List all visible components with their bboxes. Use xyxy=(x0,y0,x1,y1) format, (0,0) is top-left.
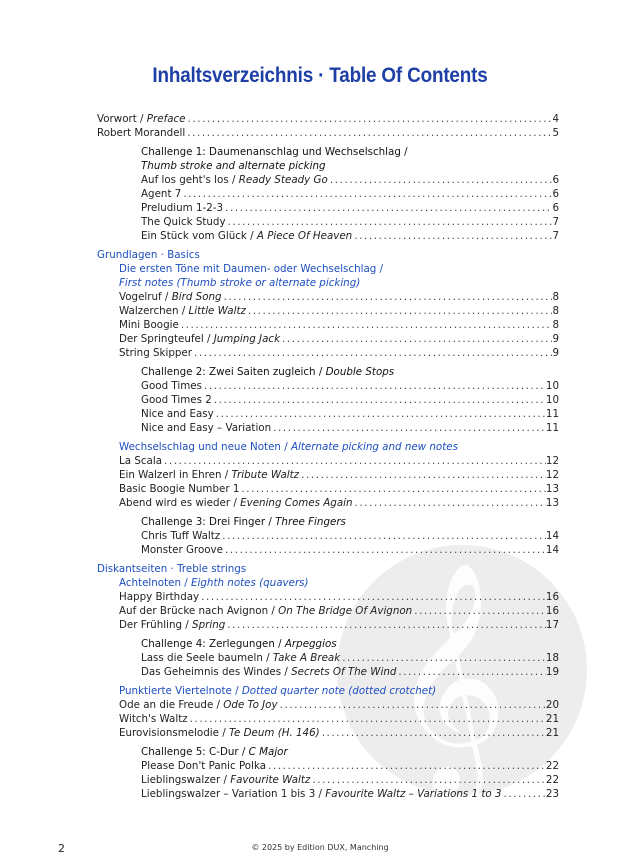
title-german: Abend wird es wieder / xyxy=(119,497,241,509)
toc-entry xyxy=(97,393,559,407)
title-german: Challenge 5: C-Dur / xyxy=(141,746,249,758)
entry-title xyxy=(119,496,353,510)
dot-leader xyxy=(220,529,546,543)
title-german: Good Times 2 xyxy=(141,394,212,406)
title-german: Happy Birthday xyxy=(119,591,200,603)
title-german: Nice and Easy – Variation xyxy=(141,422,272,434)
toc-entry xyxy=(97,201,559,215)
title-german: String Skipper xyxy=(119,347,193,359)
toc-entry xyxy=(97,229,559,243)
title-german: Challenge 1: Daumenanschlag und Wechselschlag / xyxy=(141,146,408,158)
dot-leader xyxy=(340,651,546,665)
dot-leader xyxy=(181,187,552,201)
entry-title xyxy=(141,379,202,393)
toc-entry xyxy=(97,618,559,632)
dot-leader xyxy=(223,201,552,215)
page-ref: 6 xyxy=(552,188,559,200)
page-ref: 13 xyxy=(545,497,559,509)
title-german: Auf der Brücke nach Avignon / xyxy=(119,605,279,617)
entry-title xyxy=(141,529,220,543)
toc-entry xyxy=(97,726,559,740)
page-ref: 14 xyxy=(545,544,559,556)
title-german: Der Springteufel / xyxy=(119,333,214,345)
page-ref: 14 xyxy=(545,530,559,542)
title-german: Challenge 3: Drei Finger / xyxy=(141,516,276,528)
dot-leader xyxy=(352,229,552,243)
toc-entry xyxy=(97,604,559,618)
title-german: Die ersten Töne mit Daumen- oder Wechselschlag / xyxy=(119,263,384,275)
dot-leader xyxy=(202,379,546,393)
entry-title xyxy=(119,576,309,590)
toc-entry xyxy=(97,543,559,557)
title-german: Agent 7 xyxy=(141,188,182,200)
title-german: Achtelnoten / xyxy=(119,577,192,589)
entry-title xyxy=(97,562,246,576)
dot-leader xyxy=(179,318,553,332)
title-english: Secrets Of The Wind xyxy=(291,666,397,678)
title-german: Witch's Waltz xyxy=(119,713,188,725)
title-english: Tribute Waltz xyxy=(231,469,300,481)
page-ref: 20 xyxy=(545,699,559,711)
entry-title xyxy=(119,618,225,632)
toc-entry xyxy=(97,173,559,187)
entry-title xyxy=(119,590,199,604)
title-english: Take A Break xyxy=(272,652,341,664)
dot-leader xyxy=(222,290,553,304)
title-german: Wechselschlag und neue Noten / xyxy=(119,441,291,453)
page-ref: 4 xyxy=(552,113,559,125)
title-english: Te Deum (H. 146) xyxy=(228,727,320,739)
dot-leader xyxy=(278,698,546,712)
toc-entry xyxy=(97,590,559,604)
page-ref: 7 xyxy=(552,230,559,242)
entry-title xyxy=(141,159,326,173)
entry-title xyxy=(141,515,346,529)
toc-entry xyxy=(97,665,559,679)
title-english: Arpeggios xyxy=(284,638,337,650)
title-german: Diskantseiten · Treble strings xyxy=(97,563,247,575)
title-english: Little Waltz xyxy=(188,305,246,317)
title-english: Favourite Waltz xyxy=(230,774,311,786)
page-ref: 13 xyxy=(545,483,559,495)
page-number: 2 xyxy=(58,842,65,855)
title-german: Chris Tuff Waltz xyxy=(141,530,221,542)
entry-title xyxy=(141,407,214,421)
title-english: Bird Song xyxy=(171,291,222,303)
copyright: © 2025 by Edition DUX, Manching xyxy=(251,843,389,852)
entry-title xyxy=(141,365,394,379)
dot-leader xyxy=(353,496,546,510)
entry-title xyxy=(119,304,246,318)
title-german: Lieblingswalzer / xyxy=(141,774,231,786)
title-english: Eighth notes (quavers) xyxy=(191,577,309,589)
entry-title xyxy=(141,773,310,787)
toc-entry xyxy=(97,787,559,801)
entry-title xyxy=(141,543,223,557)
page-ref: 8 xyxy=(552,319,559,331)
entry-title xyxy=(141,201,223,215)
toc-entry xyxy=(97,529,559,543)
dot-leader xyxy=(271,421,546,435)
page-ref: 23 xyxy=(545,788,559,800)
title-german: Eurovisionsmelodie / xyxy=(119,727,229,739)
dot-leader xyxy=(280,332,552,346)
toc-section-heading xyxy=(97,440,559,454)
page-ref: 21 xyxy=(545,727,559,739)
title-german: Der Frühling / xyxy=(119,619,193,631)
title-english: Dotted quarter note (dotted crotchet) xyxy=(241,685,437,697)
entry-title xyxy=(119,332,280,346)
toc-section-heading xyxy=(97,515,559,529)
title-english: Alternate picking and new notes xyxy=(290,441,458,453)
toc-entry xyxy=(97,773,559,787)
toc-entry xyxy=(97,304,559,318)
entry-title xyxy=(119,346,192,360)
entry-title xyxy=(119,684,436,698)
title-english: Favourite Waltz – Variations 1 to 3 xyxy=(325,788,502,800)
dot-leader xyxy=(186,112,553,126)
entry-title xyxy=(97,248,200,262)
toc-section-heading xyxy=(97,365,559,379)
title-german: Please Don't Panic Polka xyxy=(141,760,267,772)
dot-leader xyxy=(214,407,546,421)
toc-entry xyxy=(97,651,559,665)
toc-section-heading xyxy=(97,159,559,173)
toc-entry xyxy=(97,698,559,712)
entry-title xyxy=(141,759,266,773)
toc-section-heading xyxy=(97,248,559,262)
page-title: Inhaltsverzeichnis · Table Of Contents xyxy=(152,64,488,87)
title-english: Evening Comes Again xyxy=(240,497,353,509)
page-ref: 17 xyxy=(545,619,559,631)
dot-leader xyxy=(299,468,546,482)
toc-entry xyxy=(97,215,559,229)
entry-title xyxy=(141,229,352,243)
entry-title xyxy=(119,726,320,740)
dot-leader xyxy=(226,215,553,229)
dot-leader xyxy=(188,712,546,726)
entry-title xyxy=(141,173,328,187)
title-german: Challenge 4: Zerlegungen / xyxy=(141,638,285,650)
title-german: Challenge 2: Zwei Saiten zugleich / xyxy=(141,366,326,378)
title-german: Ein Stück vom Glück / xyxy=(141,230,257,242)
toc-entry xyxy=(97,126,559,140)
page-ref: 18 xyxy=(545,652,559,664)
title-english: Ready Steady Go xyxy=(238,174,328,186)
title-german: Auf los geht's los / xyxy=(141,174,239,186)
entry-title xyxy=(141,665,396,679)
page-ref: 22 xyxy=(545,760,559,772)
entry-title xyxy=(119,262,383,276)
toc-section-heading xyxy=(97,145,559,159)
dot-leader xyxy=(225,618,546,632)
entry-title xyxy=(119,698,278,712)
dot-leader xyxy=(328,173,553,187)
title-german: Grundlagen · Basics xyxy=(97,249,200,261)
entry-title xyxy=(119,318,179,332)
toc-entry xyxy=(97,379,559,393)
title-english: Spring xyxy=(192,619,226,631)
title-german: Punktierte Viertelnote / xyxy=(119,685,242,697)
title-english: First notes (Thumb stroke or alternate picking) xyxy=(119,277,361,289)
title-german: Lass die Seele baumeln / xyxy=(141,652,273,664)
page-ref: 10 xyxy=(545,380,559,392)
entry-title xyxy=(141,421,271,435)
title-german: Basic Boogie Number 1 xyxy=(119,483,240,495)
entry-title xyxy=(119,290,222,304)
toc-entry xyxy=(97,332,559,346)
toc-entry xyxy=(97,759,559,773)
entry-title xyxy=(97,126,185,140)
toc-entry xyxy=(97,290,559,304)
title-english: Preface xyxy=(146,113,186,125)
dot-leader xyxy=(412,604,546,618)
entry-title xyxy=(141,215,226,229)
page-ref: 6 xyxy=(552,174,559,186)
page-ref: 21 xyxy=(545,713,559,725)
toc-entry xyxy=(97,454,559,468)
dot-leader xyxy=(320,726,546,740)
toc-entry xyxy=(97,407,559,421)
toc-section-heading xyxy=(97,262,559,276)
entry-title xyxy=(119,276,360,290)
dot-leader xyxy=(199,590,546,604)
page-ref: 11 xyxy=(545,422,559,434)
toc-entry xyxy=(97,712,559,726)
watermark-treble-clef-icon: 𝄞 xyxy=(390,560,509,793)
toc-section-heading xyxy=(97,562,559,576)
page-ref: 8 xyxy=(552,291,559,303)
toc-entry xyxy=(97,468,559,482)
title-german: Monster Groove xyxy=(141,544,223,556)
page-ref: 19 xyxy=(545,666,559,678)
page-ref: 9 xyxy=(552,347,559,359)
entry-title xyxy=(119,440,458,454)
entry-title xyxy=(119,604,412,618)
toc-entry xyxy=(97,112,559,126)
dot-leader xyxy=(310,773,546,787)
dot-leader xyxy=(223,543,546,557)
toc-entry xyxy=(97,187,559,201)
title-english: Double Stops xyxy=(325,366,395,378)
page-ref: 16 xyxy=(545,605,559,617)
title-german: The Quick Study xyxy=(141,216,226,228)
toc-entry xyxy=(97,318,559,332)
entry-title xyxy=(141,787,502,801)
title-german: Nice and Easy xyxy=(141,408,214,420)
entry-title xyxy=(141,393,212,407)
entry-title xyxy=(141,745,288,759)
toc-entry xyxy=(97,496,559,510)
table-of-contents xyxy=(97,112,559,801)
title-german: Vogelruf / xyxy=(119,291,172,303)
page-ref: 22 xyxy=(545,774,559,786)
dot-leader xyxy=(185,126,552,140)
title-english: Thumb stroke and alternate picking xyxy=(141,160,326,172)
title-german: Preludium 1-2-3 xyxy=(141,202,224,214)
entry-title xyxy=(119,482,239,496)
title-german: Vorwort / xyxy=(97,113,147,125)
toc-section-heading xyxy=(97,637,559,651)
toc-section-heading xyxy=(97,276,559,290)
title-german: Mini Boogie xyxy=(119,319,179,331)
entry-title xyxy=(141,187,181,201)
dot-leader xyxy=(212,393,546,407)
toc-entry xyxy=(97,346,559,360)
entry-title xyxy=(97,112,186,126)
title-german: Walzerchen / xyxy=(119,305,189,317)
title-german: Das Geheimnis des Windes / xyxy=(141,666,292,678)
title-english: Jumping Jack xyxy=(213,333,281,345)
title-english: Ode To Joy xyxy=(223,699,278,711)
title-german: Ein Walzerl in Ehren / xyxy=(119,469,232,481)
page-ref: 5 xyxy=(552,127,559,139)
entry-title xyxy=(141,145,408,159)
toc-entry xyxy=(97,482,559,496)
entry-title xyxy=(119,454,162,468)
title-english: C Major xyxy=(248,746,288,758)
dot-leader xyxy=(396,665,546,679)
page-ref: 11 xyxy=(545,408,559,420)
page-ref: 9 xyxy=(552,333,559,345)
title-german: La Scala xyxy=(119,455,162,467)
toc-section-heading xyxy=(97,745,559,759)
page-ref: 16 xyxy=(545,591,559,603)
title-english: A Piece Of Heaven xyxy=(256,230,353,242)
entry-title xyxy=(141,637,337,651)
title-german: Ode an die Freude / xyxy=(119,699,224,711)
toc-entry xyxy=(97,421,559,435)
dot-leader xyxy=(266,759,546,773)
dot-leader xyxy=(192,346,552,360)
page-ref: 7 xyxy=(552,216,559,228)
entry-title xyxy=(119,468,299,482)
dot-leader xyxy=(502,787,546,801)
dot-leader xyxy=(162,454,546,468)
title-english: On The Bridge Of Avignon xyxy=(278,605,413,617)
dot-leader xyxy=(239,482,546,496)
entry-title xyxy=(119,712,188,726)
dot-leader xyxy=(246,304,553,318)
page-ref: 12 xyxy=(545,469,559,481)
page-ref: 10 xyxy=(545,394,559,406)
title-german: Good Times xyxy=(141,380,202,392)
toc-section-heading xyxy=(97,576,559,590)
page-ref: 6 xyxy=(552,202,559,214)
page-ref: 12 xyxy=(545,455,559,467)
title-german: Robert Morandell xyxy=(97,127,186,139)
title-german: Lieblingswalzer – Variation 1 bis 3 / xyxy=(141,788,326,800)
toc-section-heading xyxy=(97,684,559,698)
entry-title xyxy=(141,651,340,665)
page-ref: 8 xyxy=(552,305,559,317)
title-english: Three Fingers xyxy=(275,516,346,528)
